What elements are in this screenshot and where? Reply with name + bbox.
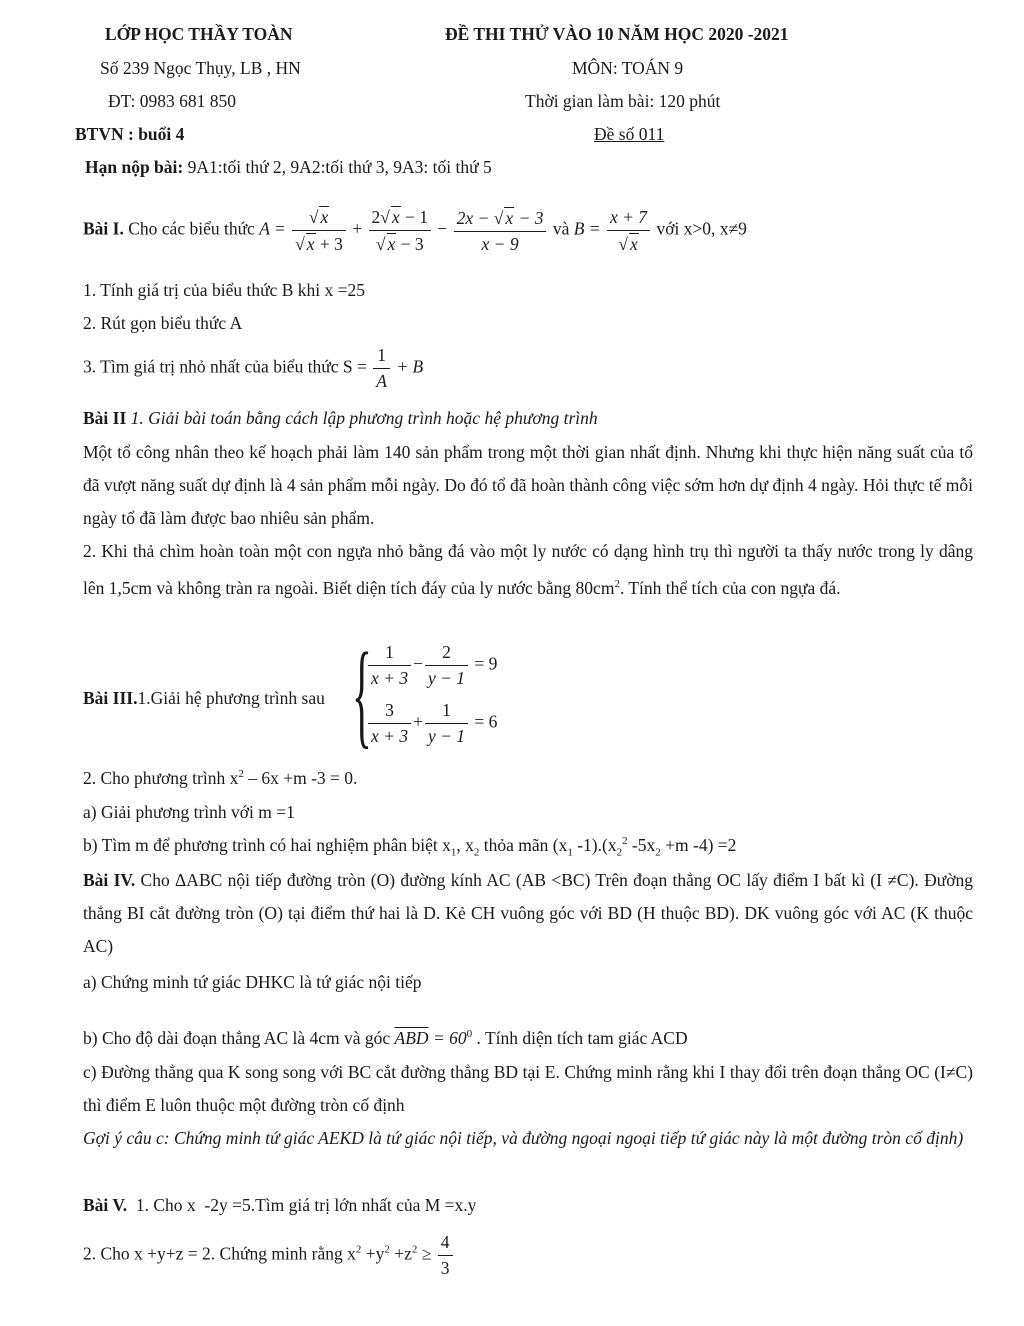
school-name: LỚP HỌC THẦY TOÀN	[105, 24, 293, 44]
expr-a-op-1: +	[352, 218, 363, 239]
expr-and: và	[552, 218, 574, 239]
bai-5-question-2: 2. Cho x +y+z = 2. Chứng minh rằng $x^2 +y^2 +z^2$ ≥ $\frac{4}{3}$	[83, 1232, 455, 1279]
exam-subject: MÔN: TOÁN 9	[572, 58, 684, 78]
expr-b-name: B =	[573, 218, 601, 239]
system-equation-2: $\frac{3}{x + 3}$ + $\frac{1}{y - 1}$ = 6	[366, 700, 497, 747]
homework-label: BTVN : buổi 4	[75, 124, 185, 144]
bai-5-label: Bài V.	[83, 1195, 128, 1215]
expr-a-term-1: $\frac{√ x}{√ x + 3}$	[292, 206, 346, 255]
bai-1-statement	[83, 206, 747, 255]
deadline-text: 9A1:tối thứ 2, 9A2:tối thứ 3, 9A3: tối thứ 5	[183, 157, 492, 177]
exam-code: Đề số 011	[594, 124, 665, 144]
bai-3-question-a: a) Giải phương trình với m =1	[83, 802, 295, 822]
expr-a-op-2: −	[437, 218, 448, 239]
bai-2-label: Bài II	[83, 408, 127, 428]
expr-b-fraction: $\frac{x + 7}{√ x}$	[607, 207, 650, 255]
bai-1-question-2: 2. Rút gọn biểu thức A	[83, 313, 243, 333]
bai-3-intro: Bài III.1.Giải hệ phương trình sau	[83, 688, 325, 708]
school-phone: ĐT: 0983 681 850	[108, 91, 236, 111]
bai-1-question-3: 3. Tìm giá trị nhỏ nhất của biểu thức S = $\frac{1}{A}$ + B	[83, 345, 424, 391]
bai-2-problem-1: Một tổ công nhân theo kế hoạch phải làm 140 sản phẩm trong một thời gian nhất định. Nhưng khi thực hiện năng suất của tổ đã vượt năng suất dự định là 4 sản phẩm mỗi ngày. Do đó tổ đã hoàn thành công việc sớm hơn dự định 4 ngày. Hỏi thực tế mỗi ngày tổ đã làm được bao nhiêu sản phẩm.	[83, 442, 973, 528]
bai-2-heading	[83, 408, 598, 429]
bai-3-question-b: b) Tìm m để phương trình có hai nghiệm phân biệt $x_1$, $x_2$ thỏa mãn ($x_1$ $-1).(x_2^2$ $-5x_2 +m$ -4) =2	[83, 835, 737, 859]
expr-condition: với x>0, x≠9	[656, 218, 747, 239]
bai-1-label: Bài I.	[83, 218, 124, 239]
bai-1-question-1: 1. Tính giá trị của biểu thức B khi x =25	[83, 280, 365, 300]
bai-3-question-2: 2. Cho phương trình $x^2 - 6x +m$ -3 = 0.	[83, 768, 358, 788]
bai-4-label: Bài IV.	[83, 870, 136, 890]
bai-1-intro: Cho các biểu thức	[123, 218, 260, 239]
bai-4-question-c: c) Đường thẳng qua K song song với BC cắt đường thẳng BD tại E. Chứng minh rằng khi I thay đổi trên đoạn thẳng OC (I≠C) thì điểm E luôn thuộc một đường tròn cố định	[83, 1062, 973, 1115]
system-brace: {	[352, 628, 372, 759]
school-address: Số 239 Ngọc Thụy, LB , HN	[100, 58, 301, 78]
expr-a-term-2: $\frac{2√ x - 1}{√ x - 3}$	[369, 206, 432, 255]
bai-2-problem-2: 2. Khi thả chìm hoàn toàn một con ngựa nhỏ bằng đá vào một ly nước có dạng hình trụ thì người ta thấy nước trong ly dâng lên 1,5cm và không tràn ra ngoài. Biết diện tích đáy của ly nước bằng $80cm^2$. Tính thể tích của con ngựa đá.	[83, 541, 973, 598]
exam-title: ĐỀ THI THỬ VÀO 10 NĂM HỌC 2020 -2021	[445, 24, 789, 44]
deadline-label: Hạn nộp bài:	[85, 157, 184, 177]
expr-a-name: A =	[259, 218, 286, 239]
bai-3-label: Bài III.	[83, 688, 138, 708]
exam-duration: Thời gian làm bài: 120 phút	[525, 91, 721, 111]
bai-4-statement: Bài IV. Cho ΔABC nội tiếp đường tròn (O) đường kính AC (AB <BC) Trên đoạn thẳng OC lấy điểm I bất kì (I ≠C). Đường thẳng BI cắt đường tròn (O) tại điểm thứ hai là D. Kẻ CH vuông góc với BD (H thuộc BD). DK vuông góc với AC (K thuộc AC)	[83, 870, 973, 956]
bai-4-hint: Gợi ý câu c: Chứng minh tứ giác AEKD là tứ giác nội tiếp, và đường ngoại ngoại tiếp tứ giác này là một đường tròn cố định)	[83, 1128, 964, 1148]
bai-4-question-a: a) Chứng minh tứ giác DHKC là tứ giác nội tiếp	[83, 972, 422, 992]
bai-5-question-1: Bài V. 1. Cho x -2y =5.Tìm giá trị lớn nhất của M =x.y	[83, 1195, 477, 1215]
expr-a-term-3: $\frac{2x - √ x - 3}{x - 9}$	[454, 207, 547, 255]
bai-2-subtitle: 1. Giải bài toán bằng cách lập phương trình hoặc hệ phương trình	[126, 408, 598, 428]
deadline	[85, 157, 492, 178]
bai-4-question-b: b) Cho độ dài đoạn thẳng AC là 4cm và góc $\overline{ABD} = 60^0$ . Tính diện tích tam giác ACD	[83, 1028, 688, 1048]
system-equation-1: $\frac{1}{x + 3}$ − $\frac{2}{y - 1}$ = 9	[366, 642, 497, 689]
